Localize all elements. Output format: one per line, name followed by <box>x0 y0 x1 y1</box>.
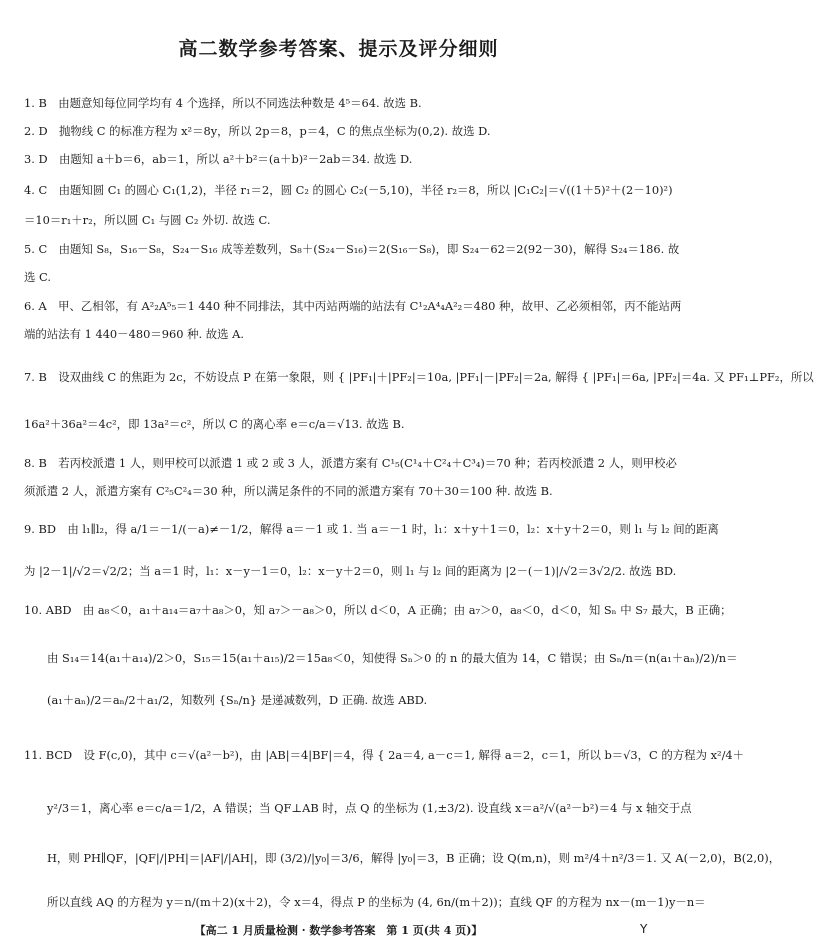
answer-10-line1: 10. ABD 由 a₈＜0，a₁＋a₁₄＝a₇＋a₈＞0，知 a₇＞－a₈＞0，所以 d＜0，A 正确；由 a₇＞0，a₈＜0，d＜0，知 Sₙ 中 S₇ 最大，B 正确； <box>24 603 732 617</box>
answer-8-line2: 须派遣 2 人，派遣方案有 C²₅C²₄＝30 种，所以满足条件的不同的派遣方案有 70＋30＝100 种. 故选 B. <box>24 484 553 498</box>
corner-mark: Y <box>640 922 648 936</box>
answer-7-line2: 16a²＋36a²＝4c²，即 13a²＝c²，所以 C 的离心率 e＝c/a＝√13. 故选 B. <box>24 417 405 431</box>
page-footer: 【高二 1 月质量检测 · 数学参考答案 第 1 页(共 4 页)】 <box>194 924 483 937</box>
answer-10-line2: 由 S₁₄＝14(a₁＋a₁₄)/2＞0，S₁₅＝15(a₁＋a₁₅)/2＝15a₈＜0，知使得 Sₙ＞0 的 n 的最大值为 14，C 错误；由 Sₙ/n＝(n(a₁＋aₙ)/2)/n＝ <box>47 651 738 665</box>
answer-1: 1. B 由题意知每位同学均有 4 个选择，所以不同选法种数是 4⁵＝64. 故选 B. <box>24 96 422 110</box>
answer-10-line3: (a₁＋aₙ)/2＝aₙ/2＋a₁/2，知数列 {Sₙ/n} 是递减数列，D 正确. 故选 ABD. <box>47 693 428 707</box>
answer-4-line1: 4. C 由题知圆 C₁ 的圆心 C₁(1,2)，半径 r₁＝2，圆 C₂ 的圆心 C₂(－5,10)，半径 r₂＝8，所以 |C₁C₂|＝√((1＋5)²＋(2－10)²) <box>24 183 673 197</box>
answer-11-line4: 所以直线 AQ 的方程为 y＝n/(m＋2)(x＋2)，令 x＝4，得点 P 的坐标为 (4, 6n/(m＋2))；直线 QF 的方程为 nx－(m－1)y－n＝ <box>47 895 706 909</box>
page-title: 高二数学参考答案、提示及评分细则 <box>178 38 499 60</box>
answer-4-line2: ＝10＝r₁＋r₂，所以圆 C₁ 与圆 C₂ 外切. 故选 C. <box>24 213 271 227</box>
answer-9-line2: 为 |2－1|/√2＝√2/2；当 a＝1 时，l₁：x－y－1＝0，l₂：x－y＋2＝0，则 l₁ 与 l₂ 间的距离为 |2－(－1)|/√2＝3√2/2. 故选 BD. <box>24 564 677 578</box>
answer-11-line1: 11. BCD 设 F(c,0)，其中 c＝√(a²－b²)，由 |AB|＝4|BF|＝4，得 { 2a＝4, a－c＝1, 解得 a＝2，c＝1，所以 b＝√3，C 的方程为 x²/4＋ <box>24 748 745 762</box>
answer-11-line3: H，则 PH∥QF，|QF|/|PH|＝|AF|/|AH|，即 (3/2)/|y₀|＝3/6，解得 |y₀|＝3，B 正确；设 Q(m,n)，则 m²/4＋n²/3＝1. 又 A(－2,0)，B(2,0)， <box>47 851 781 865</box>
answer-2: 2. D 抛物线 C 的标准方程为 x²＝8y，所以 2p＝8，p＝4，C 的焦点坐标为(0,2). 故选 D. <box>24 124 491 138</box>
answer-5-line2: 选 C. <box>24 270 51 284</box>
answer-5-line1: 5. C 由题知 S₈，S₁₆－S₈，S₂₄－S₁₆ 成等差数列，S₈＋(S₂₄－S₁₆)＝2(S₁₆－S₈)，即 S₂₄－62＝2(92－30)，解得 S₂₄＝186. 故 <box>24 242 680 256</box>
answer-3: 3. D 由题知 a＋b＝6，ab＝1，所以 a²＋b²＝(a＋b)²－2ab＝34. 故选 D. <box>24 152 413 166</box>
answer-8-line1: 8. B 若丙校派遣 1 人，则甲校可以派遣 1 或 2 或 3 人，派遣方案有 C¹₅(C¹₄＋C²₄＋C³₄)＝70 种；若丙校派遣 2 人，则甲校必 <box>24 456 677 470</box>
answer-7-line1: 7. B 设双曲线 C 的焦距为 2c，不妨设点 P 在第一象限，则 { |PF₁|＋|PF₂|＝10a, |PF₁|－|PF₂|＝2a, 解得 { |PF₁|＝6a, |PF₂|＝4a. 又 PF₁⊥PF₂，所以 <box>24 370 814 384</box>
answer-6-line1: 6. A 甲、乙相邻，有 A²₂A⁵₅＝1 440 种不同排法，其中丙站两端的站法有 C¹₂A⁴₄A²₂＝480 种，故甲、乙必须相邻，丙不能站两 <box>24 299 682 313</box>
answer-11-line2: y²/3＝1，离心率 e＝c/a＝1/2，A 错误；当 QF⊥AB 时，点 Q 的坐标为 (1,±3/2). 设直线 x＝a²/√(a²－b²)＝4 与 x 轴交于点 <box>47 801 692 815</box>
answer-9-line1: 9. BD 由 l₁∥l₂，得 a/1＝－1/(－a)≠－1/2，解得 a＝－1 或 1. 当 a＝－1 时，l₁：x＋y＋1＝0，l₂：x＋y＋2＝0，则 l₁ 与 l₂ 间的距离 <box>24 522 719 536</box>
answer-6-line2: 端的站法有 1 440－480＝960 种. 故选 A. <box>24 327 244 341</box>
